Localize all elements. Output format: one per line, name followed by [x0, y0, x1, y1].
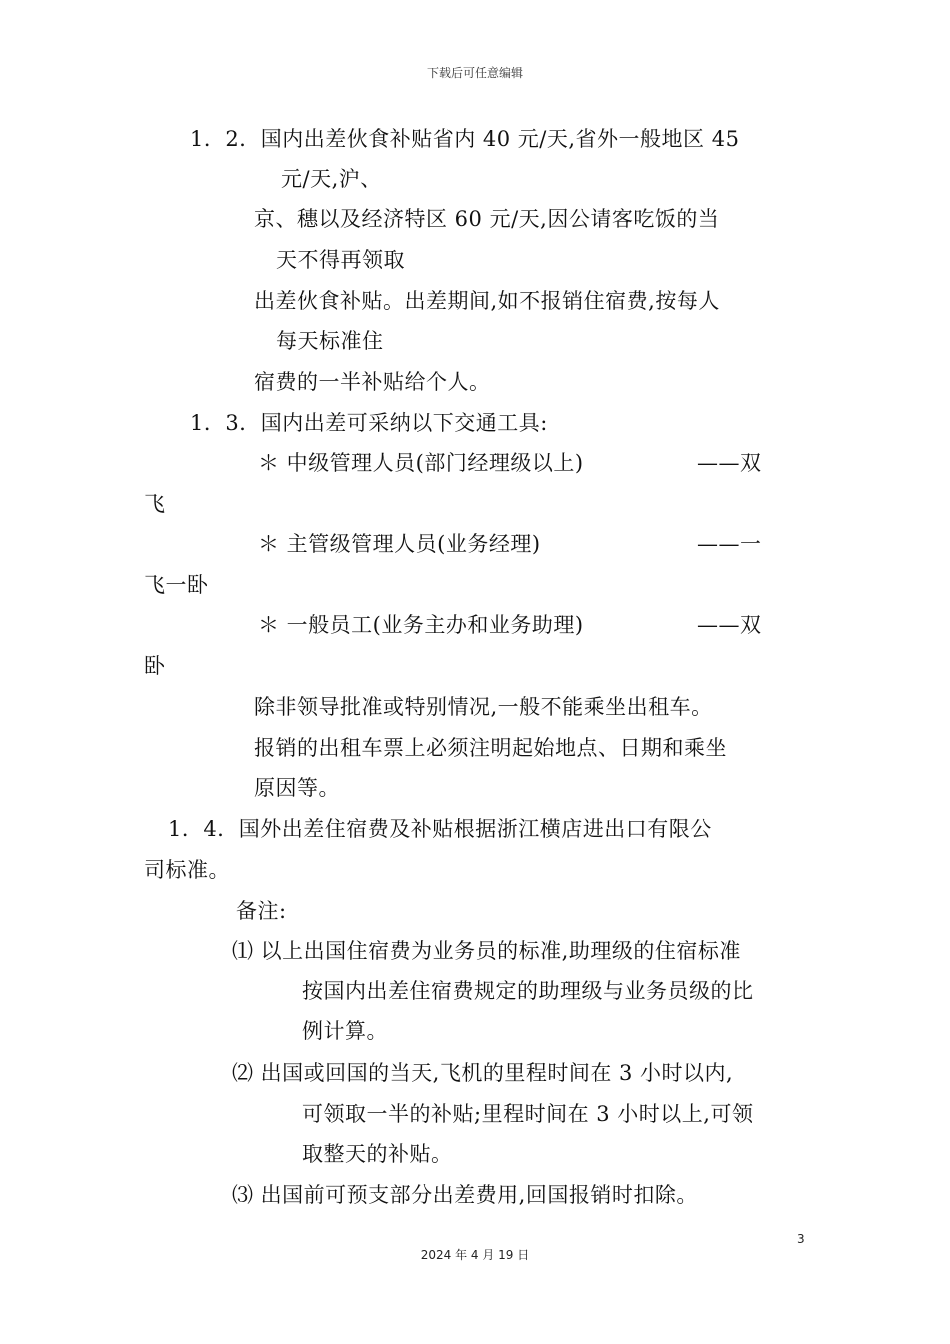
text-line: 1．4．国外出差住宿费及补贴根据浙江横店进出口有限公 [168, 817, 712, 841]
text-line: 按国内出差住宿费规定的助理级与业务员级的比 [302, 979, 754, 1003]
text-line: 备注: [236, 899, 287, 923]
text-line: 飞一卧 [144, 573, 209, 597]
text-line: ——双 [697, 451, 762, 475]
page-number: 3 [797, 1232, 805, 1246]
text-line: ＊ 中级管理人员(部门经理级以上) [258, 451, 584, 475]
text-line: 司标准。 [144, 858, 230, 882]
text-line: ——一 [697, 532, 762, 556]
text-line: 取整天的补贴。 [302, 1142, 453, 1166]
text-line: 天不得再领取 [276, 248, 405, 272]
footer-date: 2024 年 4 月 19 日 [420, 1248, 530, 1262]
text-line: 宿费的一半补贴给个人。 [254, 370, 491, 394]
text-line: ⑴ 以上出国住宿费为业务员的标准,助理级的住宿标准 [232, 939, 741, 963]
text-line: 报销的出租车票上必须注明起始地点、日期和乘坐 [254, 736, 727, 760]
text-line: 除非领导批准或特别情况,一般不能乘坐出租车。 [254, 695, 713, 719]
text-line: ——双 [697, 613, 762, 637]
text-line: ⑶ 出国前可预支部分出差费用,回国报销时扣除。 [232, 1183, 698, 1207]
text-line: 每天标准住 [276, 329, 384, 353]
text-line: ＊ 一般员工(业务主办和业务助理) [258, 613, 584, 637]
text-line: ＊ 主管级管理人员(业务经理) [258, 532, 541, 556]
text-line: 卧 [144, 654, 166, 678]
text-line: 原因等。 [254, 776, 340, 800]
text-line: 例计算。 [302, 1019, 388, 1043]
text-line: 出差伙食补贴。出差期间,如不报销住宿费,按每人 [254, 289, 720, 313]
page-header: 下载后可任意编辑 [426, 66, 523, 80]
text-line: 1．3．国内出差可采纳以下交通工具: [190, 411, 548, 435]
text-line: ⑵ 出国或回国的当天,飞机的里程时间在 3 小时以内, [232, 1061, 734, 1085]
text-line: 可领取一半的补贴;里程时间在 3 小时以上,可领 [302, 1102, 754, 1126]
text-line: 京、穗以及经济特区 60 元/天,因公请客吃饭的当 [254, 207, 720, 231]
text-line: 飞 [144, 492, 166, 516]
text-line: 1．2．国内出差伙食补贴省内 40 元/天,省外一般地区 45 [190, 127, 740, 151]
text-line: 元/天,沪、 [281, 167, 382, 191]
